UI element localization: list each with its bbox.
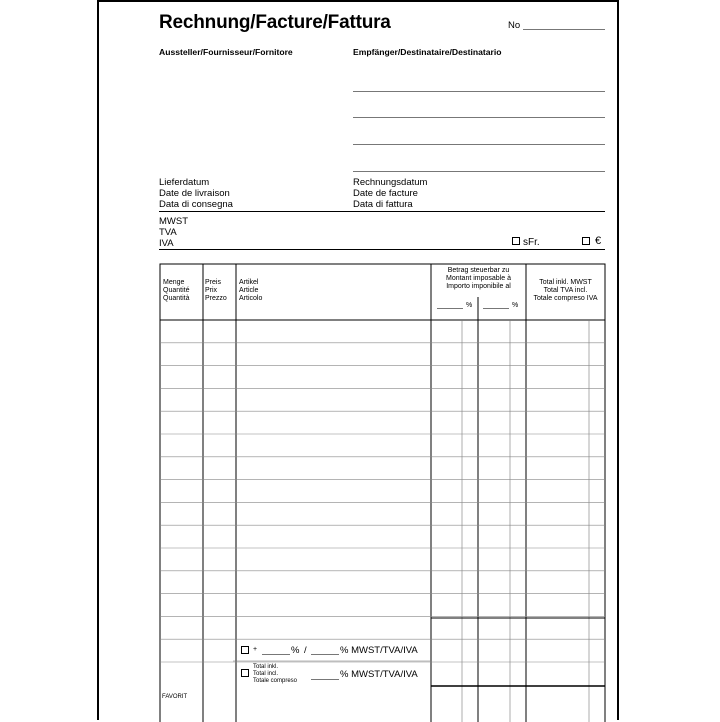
taxable-rate-1-percent: % [466,302,473,309]
vat-rate-1-field[interactable] [262,654,290,655]
delivery-date-label: Lieferdatum Date de livraison Data di consegna [159,177,233,210]
col-taxable-header: Betrag steuerbar zu Montant imposable à Importo imponibile al [446,267,511,290]
vat-total-rate-field[interactable] [311,679,339,680]
col-article-header: Artikel Article Articolo [239,279,263,302]
vat-total-checkbox[interactable] [241,669,249,677]
plus-sign: + [253,646,258,653]
col-total-header: Total inkl. MWST Total TVA incl. Totale compreso IVA [533,279,598,302]
taxable-rate-2-percent: % [512,302,519,309]
eur-label: € [595,235,602,247]
chf-label: sFr. [523,237,540,248]
total-incl-label: Total inkl. Total incl. Totale compreso [253,664,298,684]
taxable-rate-2-field[interactable] [483,308,509,309]
items-table-grid [99,2,621,722]
issuer-label: Aussteller/Fournisseur/Fornitore [159,47,293,57]
recipient-label: Empfänger/Destinataire/Destinatario [353,47,502,57]
col-price-header: Preis Prix Prezzo [205,279,227,302]
number-label: No [508,20,521,31]
brand-label: FAVORIT [162,694,188,700]
vat-rate-2-field[interactable] [311,654,339,655]
vat-add-checkbox[interactable] [241,646,249,654]
vat-rate-1-percent: % [291,645,300,656]
vat-total-label: % MWST/TVA/IVA [340,669,418,680]
vat-slash: / [304,645,307,656]
invoice-date-label: Rechnungsdatum Date de facture Data di fattura [353,177,428,210]
vat-label: MWST TVA IVA [159,216,189,249]
vat-add-label: % MWST/TVA/IVA [340,645,418,656]
form-title: Rechnung/Facture/Fattura [159,12,391,33]
taxable-rate-1-field[interactable] [437,308,463,309]
col-quantity-header: Menge Quantité Quantità [163,279,190,302]
invoice-form [97,0,619,720]
